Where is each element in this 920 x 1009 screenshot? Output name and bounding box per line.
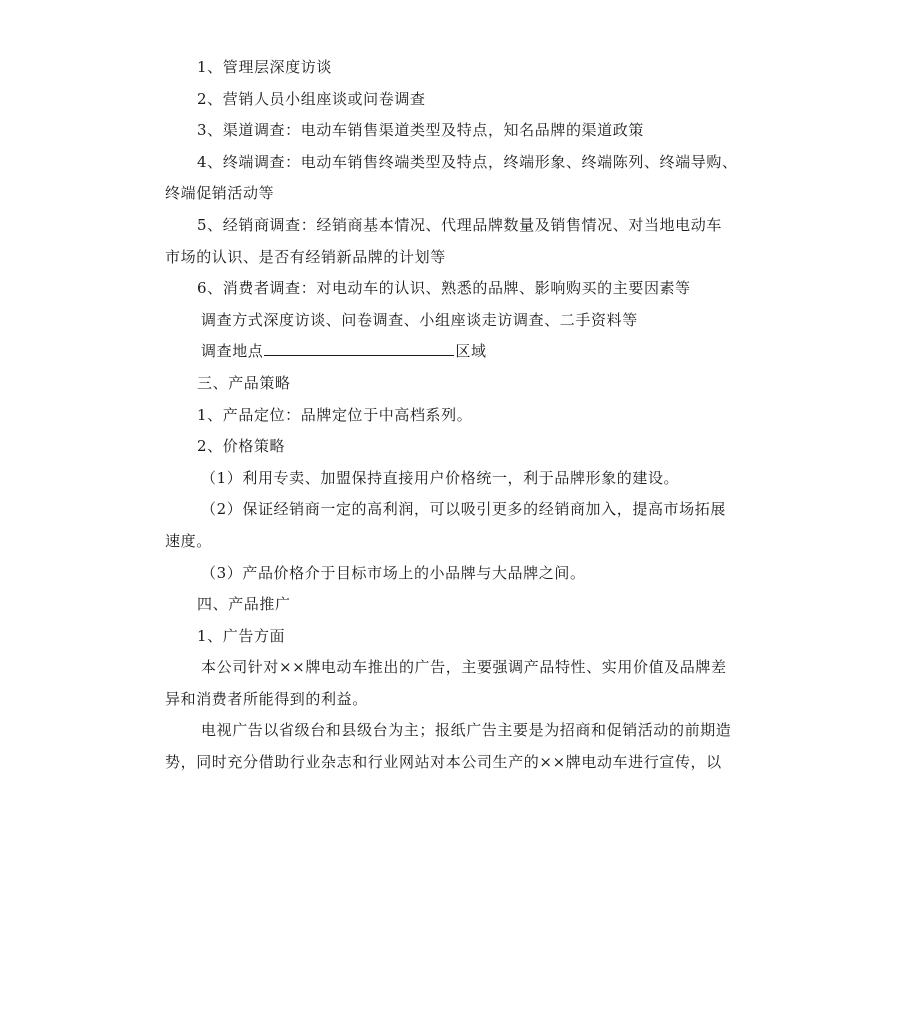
paragraph-price-item-1: （1）利用专卖、加盟保持直接用户价格统一，利于品牌形象的建设。 <box>201 468 680 487</box>
paragraph-terminal-survey-cont: 终端促销活动等 <box>165 184 275 203</box>
paragraph-dealer-survey: 5、经销商调查：经销商基本情况、代理品牌数量及销售情况、对当地电动车 <box>197 215 722 234</box>
paragraph-price-strategy: 2、价格策略 <box>197 437 286 456</box>
paragraph-management-interview: 1、管理层深度访谈 <box>197 58 332 76</box>
paragraph-dealer-survey-cont: 市场的认识、是否有经销新品牌的计划等 <box>165 247 446 266</box>
paragraph-survey-methods: 调查方式深度访谈、问卷调查、小组座谈走访调查、二手资料等 <box>201 310 638 329</box>
paragraph-advertising: 1、广告方面 <box>197 626 286 645</box>
paragraph-price-item-2-cont: 速度。 <box>165 531 212 550</box>
paragraph-channel-survey: 3、渠道调查：电动车销售渠道类型及特点，知名品牌的渠道政策 <box>197 121 644 140</box>
paragraph-survey-location <box>165 336 765 368</box>
survey-location-label: 调查地点 <box>201 342 264 361</box>
survey-location-suffix: 区域 <box>455 342 487 361</box>
paragraph-tv-newspaper-ads: 电视广告以省级台和县级台为主；报纸广告主要是为招商和促销活动的前期造 <box>201 721 732 740</box>
paragraph-tv-newspaper-ads-cont: 势，同时充分借助行业杂志和行业网站对本公司生产的××牌电动车进行宣传，以 <box>165 753 722 772</box>
paragraph-price-item-2: （2）保证经销商一定的高利润，可以吸引更多的经销商加入，提高市场拓展 <box>201 500 726 519</box>
paragraph-terminal-survey: 4、终端调查：电动车销售终端类型及特点，终端形象、终端陈列、终端导购、 <box>197 152 738 171</box>
heading-product-promotion: 四、产品推广 <box>197 595 291 614</box>
heading-product-strategy: 三、产品策略 <box>197 373 291 392</box>
paragraph-product-positioning: 1、产品定位：品牌定位于中高档系列。 <box>197 405 473 424</box>
paragraph-consumer-survey: 6、消费者调查：对电动车的认识、熟悉的品牌、影响购买的主要因素等 <box>197 279 691 298</box>
document-page <box>165 52 765 779</box>
survey-location-blank <box>264 341 454 356</box>
paragraph-sales-staff-survey: 2、营销人员小组座谈或问卷调查 <box>197 89 426 108</box>
paragraph-price-item-3: （3）产品价格介于目标市场上的小品牌与大品牌之间。 <box>201 563 586 582</box>
paragraph-ad-description: 本公司针对××牌电动车推出的广告，主要强调产品特性、实用价值及品牌差 <box>201 658 727 677</box>
paragraph-ad-description-cont: 异和消费者所能得到的利益。 <box>165 689 368 708</box>
